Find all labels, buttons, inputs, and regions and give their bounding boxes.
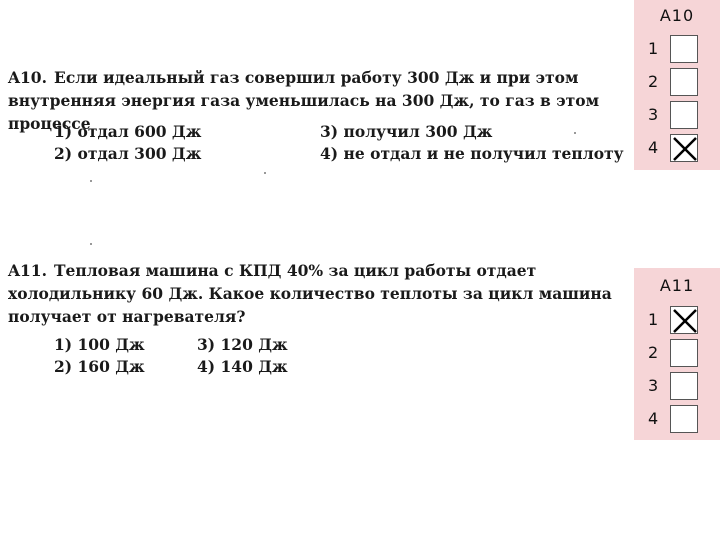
option-3: 3) получил 300 Дж — [320, 122, 493, 141]
answer-checkbox-checked[interactable] — [670, 306, 698, 334]
answer-choice-1[interactable] — [634, 306, 720, 336]
panel-title: А11 — [659, 276, 695, 295]
option-2: 2) отдал 300 Дж — [54, 144, 202, 163]
option-1: 1) 100 Дж — [54, 335, 145, 354]
choice-label: 2 — [648, 72, 659, 91]
choice-label: 1 — [648, 310, 659, 329]
choice-label: 4 — [648, 138, 659, 157]
answer-choice-1[interactable] — [634, 35, 720, 65]
answer-choice-3[interactable] — [634, 372, 720, 402]
scan-speck — [264, 172, 266, 174]
answer-checkbox[interactable] — [670, 405, 698, 433]
scan-speck — [574, 132, 576, 134]
cross-mark-icon — [671, 135, 699, 163]
choice-label: 1 — [648, 39, 659, 58]
question-number: A10. — [8, 68, 47, 87]
scan-speck — [90, 180, 92, 182]
choice-label: 3 — [648, 376, 659, 395]
option-4: 4) 140 Дж — [197, 357, 288, 376]
answer-checkbox[interactable] — [670, 35, 698, 63]
question-text: Тепловая машина с КПД 40% за цикл работы отдает холодильнику 60 Дж. Какое количество теплоты за цикл машина получает от нагревателя? — [8, 261, 612, 326]
answer-checkbox-checked[interactable] — [670, 134, 698, 162]
scan-speck — [90, 243, 92, 245]
answer-choice-3[interactable] — [634, 101, 720, 131]
options-a11-left — [54, 334, 145, 378]
options-a11-right — [197, 334, 288, 378]
answer-checkbox[interactable] — [670, 101, 698, 129]
answer-choice-2[interactable] — [634, 339, 720, 369]
answer-checkbox[interactable] — [670, 339, 698, 367]
choice-label: 4 — [648, 409, 659, 428]
cross-mark-icon — [671, 307, 699, 335]
answer-checkbox[interactable] — [670, 68, 698, 96]
question-a11 — [8, 259, 620, 328]
question-number: A11. — [8, 261, 47, 280]
answer-checkbox[interactable] — [670, 372, 698, 400]
choice-label: 3 — [648, 105, 659, 124]
panel-title: А10 — [659, 6, 695, 25]
option-1: 1) отдал 600 Дж — [54, 122, 202, 141]
answer-choice-2[interactable] — [634, 68, 720, 98]
choice-label: 2 — [648, 343, 659, 362]
option-4: 4) не отдал и не получил теплоту — [320, 144, 624, 163]
answer-panel-a11 — [634, 268, 720, 440]
answer-panel-a10 — [634, 0, 720, 170]
answer-choice-4[interactable] — [634, 405, 720, 435]
option-3: 3) 120 Дж — [197, 335, 288, 354]
options-a10-left — [54, 121, 201, 165]
question-text: Если идеальный газ совершил работу 300 Дж и при этом внутренняя энергия газа уменьшилась на 300 Дж, то газ в этом процессе — [8, 68, 600, 133]
options-a10-right — [320, 121, 624, 165]
answer-choice-4[interactable] — [634, 134, 720, 164]
option-2: 2) 160 Дж — [54, 357, 145, 376]
